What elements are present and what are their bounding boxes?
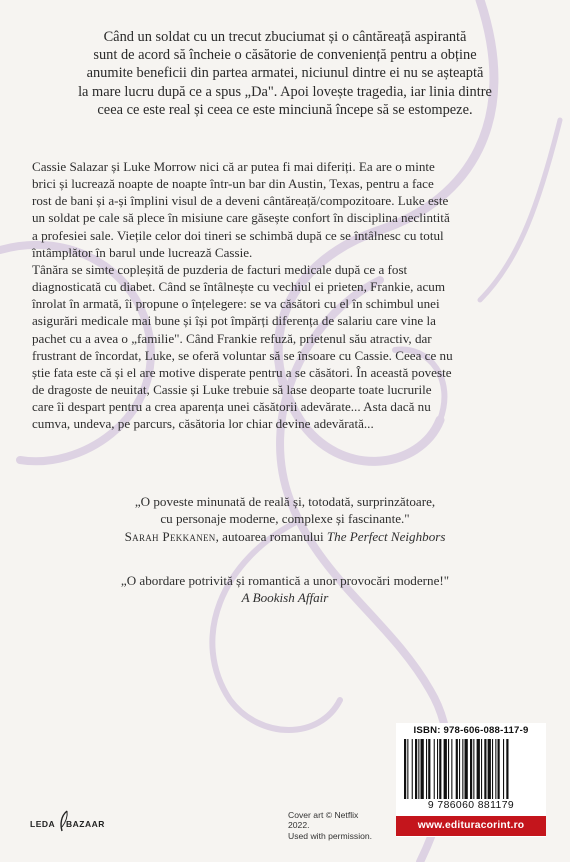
quote-author: Sarah Pekkanen bbox=[124, 528, 216, 544]
quote-line: „O poveste minunată de reală și, totodată, surprinzătoare, bbox=[134, 494, 436, 509]
synopsis-line: asigurări medicale mai bune și își pot împărți diferența de salariu care vine la bbox=[32, 313, 436, 329]
blurb-line: ceea ce este real și ceea ce este minciună începe să se estompeze. bbox=[97, 101, 473, 118]
cover-art-credit bbox=[288, 810, 378, 841]
isbn-label: ISBN: 978-606-088-117-9 bbox=[413, 725, 529, 736]
quote-line: „O abordare potrivită și romantică a unor provocări moderne!" bbox=[120, 573, 450, 588]
publisher-logo bbox=[28, 807, 118, 833]
back-cover-blurb bbox=[60, 28, 510, 119]
credit-line: Used with permission. bbox=[288, 830, 373, 841]
synopsis-line: pachet cu a avea o „familie". Când Frankie refuză, prietenul său atractiv, dar bbox=[32, 330, 432, 346]
synopsis-line: brici și lucrează noapte de noapte într-un bar din Austin, Texas, pentru a face bbox=[32, 176, 434, 192]
synopsis-line: cumva, undeva, pe parcurs, căsătoria lor chiar devine adevărată... bbox=[32, 416, 374, 432]
synopsis-line: care îi despart pentru a crea aparența unei căsătorii adevărate... Asta dacă nu bbox=[32, 399, 431, 415]
synopsis-line: Tânăra se simte copleșită de puzderia de facturi medicale după ce a fost bbox=[32, 261, 408, 277]
review-quote-pekkanen bbox=[60, 493, 510, 545]
synopsis-line: un soldat pe cale să plece în misiune care găsește confort în disciplina neclintită bbox=[32, 210, 450, 226]
synopsis-line: diagnosticată cu diabet. Când se întâlnește cu vechiul ei prieten, Frankie, acum bbox=[32, 279, 446, 295]
blurb-line: la mare lucru după ce a spus „Da". Apoi lovește tragedia, iar linia dintre bbox=[78, 83, 492, 100]
blurb-line: anumite beneficii din partea armatei, niciunul dintre ei nu se așteaptă bbox=[86, 65, 484, 82]
isbn-barcode-block bbox=[396, 723, 546, 837]
credit-line: Cover art © Netflix 2022. bbox=[288, 810, 359, 831]
quote-book-title: The Perfect Neighbors bbox=[326, 528, 446, 544]
barcode-digits: 9 786060 881179 bbox=[427, 800, 515, 811]
quote-attribution bbox=[60, 528, 510, 545]
synopsis-line: știe fata este că și el are motive disperate pentru a se căsători. În această poveste bbox=[32, 364, 452, 380]
synopsis bbox=[32, 158, 538, 433]
quote-source: A Bookish Affair bbox=[241, 590, 329, 606]
quote-author-suffix: , autoarea romanului bbox=[215, 528, 327, 544]
blurb-line: Când un soldat cu un trecut zbuciumat și o cântăreață aspirantă bbox=[103, 29, 467, 45]
synopsis-line: de dragoste de neuitat, Cassie și Luke trebuie să lase deoparte toate lucrurile bbox=[32, 382, 432, 398]
quote-line: cu personaje moderne, complexe și fascinante." bbox=[160, 511, 410, 527]
publisher-website: www.edituracorint.ro bbox=[396, 816, 546, 836]
synopsis-line: întâmplător în barul unde lucrează Cassie. bbox=[32, 244, 253, 260]
synopsis-line: rost de bani și a-și împlini visul de a deveni cântăreață/compozitoare. Luke este bbox=[32, 193, 449, 209]
review-quote-bookish-affair bbox=[60, 572, 510, 607]
barcode-icon bbox=[402, 739, 540, 799]
synopsis-line: înrolat în armată, îi propune o înțelegere: se va căsători cu el în schimbul unei bbox=[32, 296, 440, 312]
publisher-logo-leda: LEDA bbox=[30, 819, 56, 829]
synopsis-line: a profesiei sale. Viețile celor doi tineri se schimbă după ce se întâlnesc cu totul bbox=[32, 227, 444, 243]
publisher-logo-bazaar: BAZAAR bbox=[66, 819, 105, 829]
blurb-line: sunt de acord să încheie o căsătorie de conveniență pentru a obține bbox=[93, 47, 477, 64]
synopsis-line: Cassie Salazar și Luke Morrow nici că ar putea fi mai diferiți. Ea are o minte bbox=[32, 159, 435, 174]
synopsis-line: frustrant de încordat, Luke, se oferă voluntar să se însoare cu Cassie. Ceea ce nu bbox=[32, 347, 453, 363]
